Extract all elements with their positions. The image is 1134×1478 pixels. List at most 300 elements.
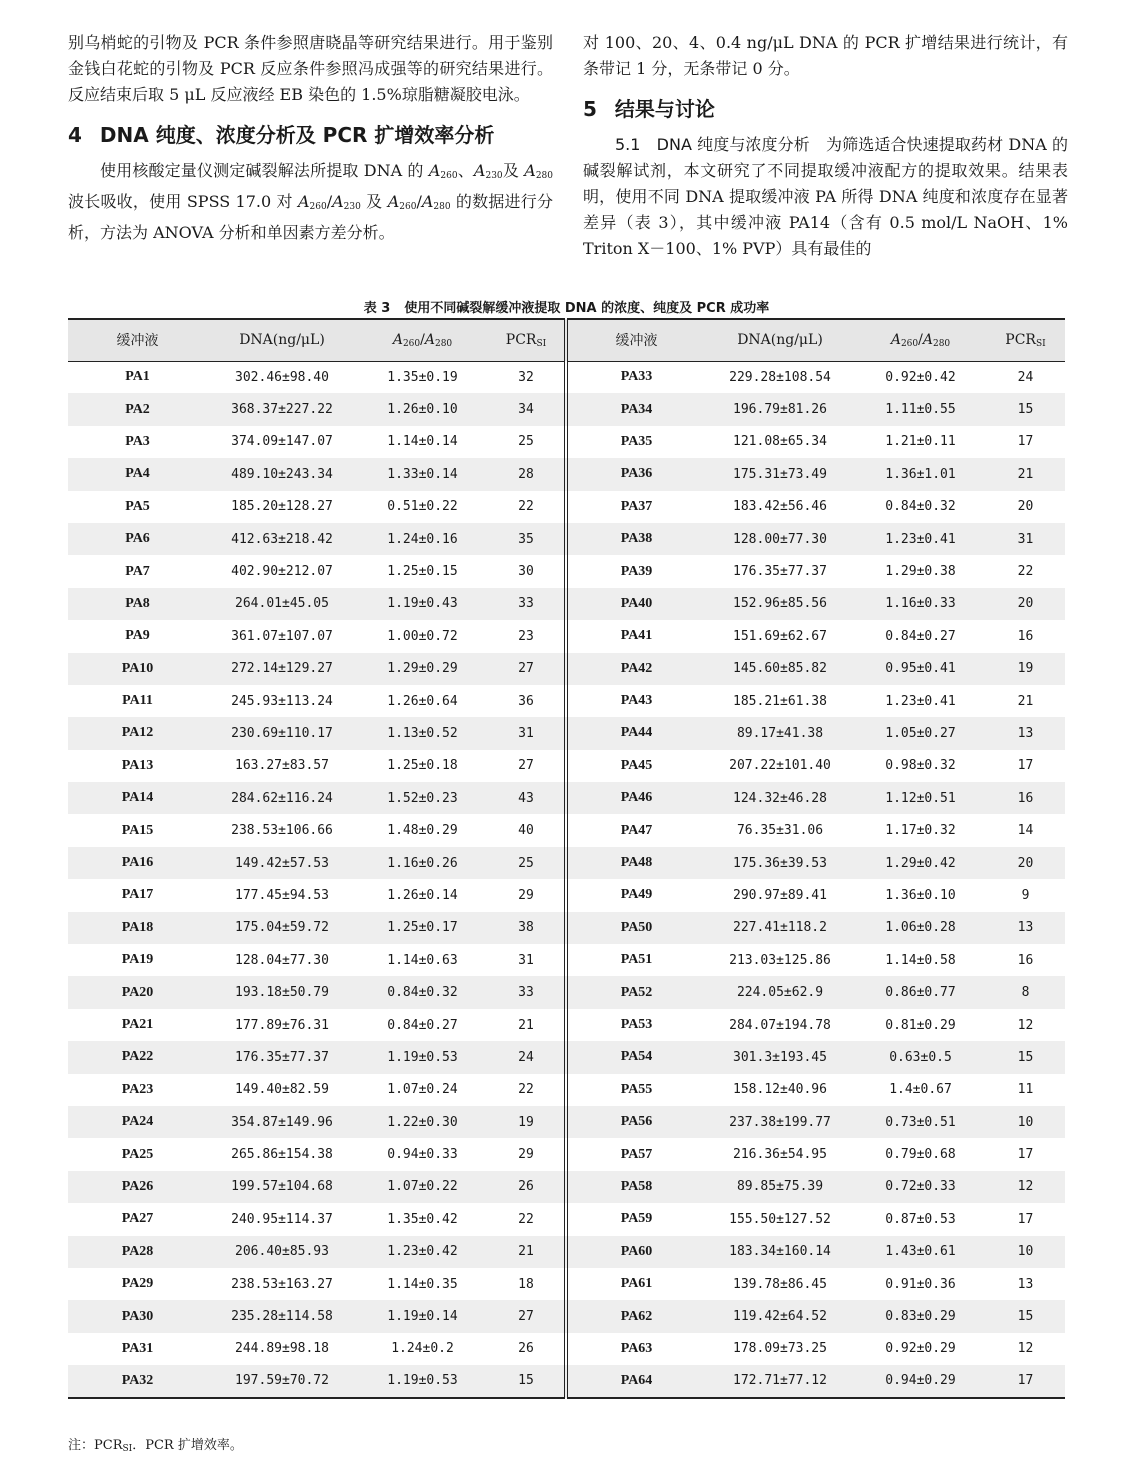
- cell-pcr: 22: [488, 1203, 566, 1235]
- cell-ratio: 0.84±0.27: [387, 1017, 458, 1033]
- cell-buffer-2: PA61: [620, 1276, 653, 1292]
- cell-buffer: PA25: [121, 1146, 154, 1162]
- cell-ratio-2: 0.87±0.53: [885, 1211, 956, 1227]
- cell-ratio-2: 1.29±0.38: [885, 564, 956, 580]
- table-row: [68, 1171, 1065, 1203]
- cell-pcr: 18: [488, 1268, 566, 1300]
- cell-ratio: 1.25±0.17: [387, 920, 458, 936]
- p2-symbol: A: [524, 161, 536, 180]
- cell-ratio: 1.07±0.22: [387, 1179, 458, 1195]
- cell-ratio-2: 0.92±0.29: [885, 1341, 956, 1357]
- table-body: [68, 361, 1065, 1398]
- cell-buffer: PA6: [125, 531, 150, 547]
- cell-buffer: PA23: [121, 1081, 154, 1097]
- cell-buffer: PA32: [68, 1365, 207, 1397]
- header-pcr-sub: SI: [536, 338, 547, 349]
- header-ratio-a: A: [392, 331, 403, 348]
- section-5-heading: [583, 96, 1068, 122]
- cell-ratio-2: 0.79±0.68: [885, 1147, 956, 1163]
- header-dna-2: DNA(ng/μL): [705, 319, 855, 361]
- cell-buffer: PA13: [121, 757, 154, 773]
- cell-pcr-2: 17: [1017, 1211, 1034, 1227]
- cell-buffer: PA14: [121, 790, 154, 806]
- cell-ratio: 1.26±0.10: [387, 402, 458, 418]
- p2-sub: 260: [309, 202, 327, 212]
- cell-pcr: 27: [488, 653, 566, 685]
- cell-dna: 240.95±114.37: [231, 1211, 333, 1227]
- table-row: [68, 1236, 1065, 1268]
- cell-dna-2: 290.97±89.41: [733, 887, 827, 903]
- cell-pcr-2: 21: [1017, 693, 1034, 709]
- table-caption: [68, 297, 1065, 316]
- cell-dna: 265.86±154.38: [231, 1147, 333, 1163]
- cell-dna-2: 207.22±101.40: [729, 758, 831, 774]
- cell-buffer: PA9: [125, 628, 150, 644]
- table-row: [68, 847, 1065, 879]
- header-ratio-slash: /: [918, 331, 923, 348]
- cell-buffer-2: PA44: [620, 725, 653, 741]
- cell-dna: 193.18±50.79: [235, 985, 329, 1001]
- cell-dna-2: 224.05±62.9: [736, 985, 824, 1001]
- header-ratio-a: A: [890, 331, 901, 348]
- p2-sub: 230: [343, 202, 361, 212]
- cell-pcr-2: 20: [1017, 596, 1034, 612]
- cell-pcr: 26: [488, 1333, 566, 1365]
- p2-sub: 260: [399, 202, 417, 212]
- cell-buffer: PA24: [121, 1114, 154, 1130]
- cell-pcr-2: 16: [1017, 790, 1034, 806]
- cell-ratio-2: 1.06±0.28: [885, 920, 956, 936]
- cell-ratio-2: 1.36±0.10: [885, 887, 956, 903]
- table-row: [68, 426, 1065, 458]
- p2-symbol: A: [387, 192, 400, 211]
- cell-dna-2: 183.42±56.46: [733, 499, 827, 515]
- cell-dna-2: 76.35±31.06: [736, 823, 824, 839]
- left-paragraph-2: [68, 158, 553, 246]
- left-paragraph-1: 别乌梢蛇的引物及 PCR 条件参照唐晓晶等研究结果进行。用于鉴别金钱白花蛇的引物及 PCR 反应条件参照冯成强等的研究结果进行。反应结束后取 5 μL 反应液经 EB 染色的 1.5%琼脂糖凝胶电泳。: [68, 33, 553, 104]
- cell-ratio-2: 1.11±0.55: [885, 402, 956, 418]
- table-row: [68, 750, 1065, 782]
- p2-symbol: A: [428, 161, 441, 180]
- cell-pcr-2: 13: [1017, 920, 1034, 936]
- cell-pcr-2: 10: [1017, 1114, 1034, 1130]
- cell-dna: 235.28±114.58: [231, 1309, 333, 1325]
- p2-slash: /: [416, 192, 422, 211]
- p2-sub: 230: [485, 171, 503, 181]
- section-4-heading: [68, 122, 553, 148]
- cell-pcr-2: 8: [1021, 985, 1030, 1001]
- cell-ratio: 0.84±0.32: [387, 985, 458, 1001]
- cell-dna: 128.04±77.30: [235, 952, 329, 968]
- table-note: [68, 1434, 243, 1454]
- section-4-title: DNA 纯度、浓度分析及 PCR 扩增效率分析: [99, 123, 495, 147]
- table-row: [68, 1138, 1065, 1170]
- header-ratio-a: A: [424, 331, 435, 348]
- cell-dna: 354.87±149.96: [231, 1114, 333, 1130]
- header-pcr-2: [986, 319, 1065, 361]
- cell-dna: 368.37±227.22: [231, 402, 333, 418]
- cell-ratio-2: 1.12±0.51: [885, 790, 956, 806]
- p2-symbol: A: [421, 192, 434, 211]
- cell-ratio: 1.52±0.23: [387, 790, 458, 806]
- p2-text-6: 的数据进行分析，方法为 ANOVA 分析和单因素方差分析。: [68, 192, 553, 242]
- cell-buffer-2: PA43: [620, 693, 653, 709]
- right-paragraph-1: 对 100、20、4、0.4 ng/μL DNA 的 PCR 扩增结果进行统计，有条带记 1 分，无条带记 0 分。: [583, 33, 1068, 78]
- cell-buffer-2: PA37: [620, 498, 653, 514]
- cell-ratio: 1.25±0.18: [387, 758, 458, 774]
- cell-buffer-2: PA51: [620, 952, 653, 968]
- cell-buffer: PA26: [121, 1178, 154, 1194]
- cell-dna-2: 216.36±54.95: [733, 1147, 827, 1163]
- cell-ratio: 1.00±0.72: [387, 628, 458, 644]
- section-4-number: 4: [68, 123, 82, 147]
- cell-ratio-2: 1.16±0.33: [885, 596, 956, 612]
- cell-ratio: 1.19±0.53: [357, 1365, 488, 1397]
- left-column: [68, 30, 553, 246]
- cell-dna-2: 119.42±64.52: [733, 1309, 827, 1325]
- cell-buffer-2: PA58: [620, 1178, 653, 1194]
- cell-dna: 238.53±106.66: [231, 823, 333, 839]
- cell-buffer: PA21: [121, 1017, 154, 1032]
- cell-buffer-2: PA45: [620, 757, 653, 773]
- cell-ratio: 1.25±0.15: [387, 564, 458, 580]
- table-title: 使用不同碱裂解缓冲液提取 DNA 的浓度、纯度及 PCR 成功率: [404, 301, 770, 316]
- cell-ratio: 1.33±0.14: [387, 466, 458, 482]
- header-pcr-text: PCR: [1005, 331, 1036, 348]
- cell-dna-2: 145.60±85.82: [733, 661, 827, 677]
- cell-buffer: PA3: [125, 433, 150, 449]
- subsection-5-1-text: 为筛选适合快速提取药材 DNA 的碱裂解试剂，本文研究了不同提取缓冲液配方的提取效果。结果表明，使用不同 DNA 提取缓冲液 PA 所得 DNA 纯度和浓度存在显著差异（表 3），其中缓冲液 PA14（含有 0.5 mol/L NaOH、1% Triton X－100、1% PVP）具有最佳的: [583, 135, 1068, 258]
- cell-pcr: 26: [488, 1171, 566, 1203]
- cell-pcr-2: 21: [1017, 466, 1034, 482]
- cell-pcr: 40: [488, 814, 566, 846]
- cell-ratio: 1.19±0.53: [387, 1049, 458, 1065]
- cell-ratio: 1.14±0.14: [387, 434, 458, 450]
- cell-dna-2: 183.34±160.14: [729, 1244, 831, 1260]
- cell-pcr: 25: [488, 847, 566, 879]
- table-row: [68, 523, 1065, 555]
- cell-buffer-2: PA36: [620, 466, 653, 482]
- cell-dna-2: 152.96±85.56: [733, 596, 827, 612]
- cell-ratio-2: 0.94±0.29: [855, 1365, 986, 1397]
- table-row: [68, 717, 1065, 749]
- cell-buffer: PA22: [121, 1049, 154, 1065]
- cell-ratio: 1.19±0.14: [387, 1309, 458, 1325]
- cell-buffer-2: PA59: [620, 1211, 653, 1227]
- cell-pcr: 24: [488, 1041, 566, 1073]
- table-row: [68, 1106, 1065, 1138]
- cell-ratio: 1.35±0.42: [387, 1211, 458, 1227]
- cell-dna: 374.09±147.07: [231, 434, 333, 450]
- cell-pcr-2: 13: [1017, 725, 1034, 741]
- cell-pcr-2: 22: [1017, 564, 1034, 580]
- cell-ratio: 1.24±0.16: [387, 531, 458, 547]
- table-row: [68, 555, 1065, 587]
- cell-dna-2: 128.00±77.30: [733, 531, 827, 547]
- cell-pcr: 25: [488, 426, 566, 458]
- cell-ratio: 1.29±0.29: [387, 661, 458, 677]
- cell-ratio-2: 1.17±0.32: [885, 823, 956, 839]
- cell-pcr: 21: [488, 1009, 566, 1041]
- cell-buffer: PA28: [121, 1243, 154, 1259]
- cell-pcr: 29: [488, 879, 566, 911]
- cell-dna-2: 158.12±40.96: [733, 1082, 827, 1098]
- cell-pcr: 22: [488, 1074, 566, 1106]
- cell-dna: 412.63±218.42: [231, 531, 333, 547]
- cell-dna-2: 176.35±77.37: [733, 564, 827, 580]
- table-row: [68, 944, 1065, 976]
- cell-dna-2: 301.3±193.45: [733, 1049, 827, 1065]
- cell-buffer-2: PA34: [620, 401, 653, 417]
- cell-pcr: 29: [488, 1138, 566, 1170]
- table-row: [68, 393, 1065, 425]
- cell-dna-2: 172.71±77.12: [705, 1365, 855, 1397]
- header-buffer-2: 缓冲液: [566, 319, 705, 361]
- cell-ratio: 0.94±0.33: [387, 1147, 458, 1163]
- p2-text-5: 及: [360, 192, 388, 211]
- subsection-5-1-title: 5.1 DNA 纯度与浓度分析: [615, 135, 810, 154]
- cell-ratio: 1.48±0.29: [387, 823, 458, 839]
- cell-ratio: 1.23±0.42: [387, 1244, 458, 1260]
- cell-pcr-2: 10: [1017, 1244, 1034, 1260]
- cell-buffer-2: PA33: [620, 369, 653, 385]
- cell-dna: 177.45±94.53: [235, 887, 329, 903]
- header-pcr-text: PCR: [505, 331, 537, 348]
- cell-ratio-2: 1.4±0.67: [889, 1082, 952, 1098]
- cell-dna-2: 229.28±108.54: [729, 369, 831, 385]
- p2-slash: /: [326, 192, 333, 211]
- note-suffix: ．PCR 扩增效率。: [132, 1438, 243, 1453]
- cell-ratio: 1.14±0.35: [387, 1276, 458, 1292]
- cell-pcr: 31: [488, 944, 566, 976]
- cell-dna-2: 213.03±125.86: [729, 952, 831, 968]
- cell-ratio-2: 0.95±0.41: [885, 661, 956, 677]
- p2-symbol: A: [297, 192, 310, 211]
- cell-buffer-2: PA57: [620, 1146, 653, 1162]
- cell-pcr-2: 16: [1017, 628, 1034, 644]
- table-row: [68, 782, 1065, 814]
- cell-dna: 206.40±85.93: [235, 1244, 329, 1260]
- cell-dna: 230.69±110.17: [231, 725, 333, 741]
- table-row: [68, 361, 1065, 393]
- cell-ratio-2: 0.84±0.32: [885, 499, 956, 515]
- header-ratio-sub: 260: [900, 338, 919, 349]
- cell-buffer: PA11: [122, 693, 153, 709]
- p2-sub: 280: [535, 171, 553, 181]
- cell-ratio-2: 1.21±0.11: [885, 434, 956, 450]
- cell-ratio-2: 0.84±0.27: [885, 628, 956, 644]
- cell-buffer: PA16: [121, 855, 154, 871]
- cell-dna: 244.89±98.18: [235, 1341, 329, 1357]
- note-sub: SI: [122, 1444, 133, 1454]
- cell-pcr-2: 13: [1017, 1276, 1034, 1292]
- cell-dna: 149.40±82.59: [235, 1082, 329, 1098]
- cell-buffer-2: PA52: [620, 984, 653, 1000]
- cell-dna: 185.20±128.27: [231, 499, 333, 515]
- cell-dna: 176.35±77.37: [235, 1049, 329, 1065]
- cell-buffer-2: PA56: [620, 1114, 653, 1130]
- cell-buffer-2: PA47: [620, 822, 653, 838]
- table-row: [68, 588, 1065, 620]
- cell-pcr-2: 15: [1017, 402, 1034, 418]
- cell-pcr-2: 15: [1017, 1309, 1034, 1325]
- header-ratio-sub: 260: [402, 338, 421, 349]
- table-row: [68, 814, 1065, 846]
- right-column: [583, 30, 1068, 262]
- cell-buffer: PA12: [121, 725, 154, 741]
- cell-dna-2: 89.85±75.39: [736, 1179, 824, 1195]
- cell-ratio-2: 1.23±0.41: [885, 693, 956, 709]
- cell-buffer-2: PA49: [620, 887, 653, 903]
- cell-dna-2: 284.07±194.78: [729, 1017, 831, 1033]
- p2-sub: 280: [433, 202, 451, 212]
- cell-pcr-2: 24: [1017, 369, 1034, 385]
- p2-text-3: 及: [502, 161, 525, 180]
- cell-pcr: 19: [488, 1106, 566, 1138]
- header-ratio-2: [855, 319, 986, 361]
- table-row: [68, 879, 1065, 911]
- section-5-number: 5: [583, 97, 597, 121]
- header-ratio-sub: 280: [434, 338, 453, 349]
- cell-buffer: PA10: [121, 660, 154, 676]
- cell-pcr-2: 17: [986, 1365, 1065, 1397]
- cell-pcr: 33: [488, 588, 566, 620]
- cell-dna: 402.90±212.07: [231, 564, 333, 580]
- cell-ratio: 1.14±0.63: [387, 952, 458, 968]
- cell-buffer: PA19: [121, 952, 154, 968]
- cell-ratio-2: 1.29±0.42: [885, 855, 956, 871]
- cell-pcr-2: 17: [1017, 434, 1034, 450]
- cell-buffer-2: PA48: [620, 855, 653, 871]
- cell-ratio-2: 1.36±1.01: [885, 466, 956, 482]
- cell-ratio-2: 1.43±0.61: [885, 1244, 956, 1260]
- header-ratio-sub: 280: [932, 338, 951, 349]
- cell-pcr-2: 20: [1017, 499, 1034, 515]
- table-row: [68, 1074, 1065, 1106]
- cell-buffer-2: PA40: [620, 595, 653, 611]
- cell-pcr-2: 11: [1017, 1082, 1034, 1098]
- cell-pcr-2: 20: [1017, 855, 1034, 871]
- cell-dna-2: 139.78±86.45: [733, 1276, 827, 1292]
- p2-text-4: 波长吸收，使用 SPSS 17.0 对: [68, 192, 298, 211]
- header-dna: DNA(ng/μL): [207, 319, 357, 361]
- section-5-title: 结果与讨论: [614, 97, 715, 121]
- cell-ratio-2: 1.14±0.58: [885, 952, 956, 968]
- cell-pcr-2: 12: [1017, 1017, 1034, 1033]
- cell-pcr-2: 16: [1017, 952, 1034, 968]
- data-table: [68, 318, 1065, 1399]
- cell-dna: 489.10±243.34: [231, 466, 333, 482]
- cell-pcr: 31: [488, 717, 566, 749]
- cell-buffer: PA2: [125, 401, 150, 417]
- cell-pcr-2: 31: [1017, 531, 1034, 547]
- cell-buffer: PA4: [125, 466, 150, 482]
- cell-pcr: 38: [488, 912, 566, 944]
- cell-dna: 264.01±45.05: [235, 596, 329, 612]
- table-row: [68, 912, 1065, 944]
- cell-buffer-2: PA55: [620, 1081, 653, 1097]
- cell-buffer: PA17: [121, 887, 154, 903]
- cell-buffer-2: PA35: [620, 433, 653, 449]
- cell-buffer-2: PA50: [620, 919, 653, 935]
- note-prefix: 注：PCR: [68, 1438, 123, 1453]
- cell-ratio: 1.19±0.43: [387, 596, 458, 612]
- cell-buffer-2: PA60: [620, 1243, 653, 1259]
- cell-dna: 149.42±57.53: [235, 855, 329, 871]
- cell-ratio-2: 0.83±0.29: [885, 1309, 956, 1325]
- cell-buffer-2: PA46: [620, 790, 653, 806]
- cell-dna-2: 196.79±81.26: [733, 402, 827, 418]
- cell-buffer: PA5: [125, 498, 150, 514]
- cell-buffer: PA29: [121, 1276, 154, 1292]
- cell-buffer-2: PA62: [620, 1308, 653, 1324]
- p2-sub: 260: [440, 171, 458, 181]
- cell-buffer: PA30: [121, 1308, 154, 1324]
- p2-symbol: A: [332, 192, 344, 211]
- cell-buffer-2: PA53: [620, 1017, 653, 1032]
- p2-text-1: 使用核酸定量仪测定碱裂解法所提取 DNA 的: [100, 161, 429, 180]
- cell-dna: 197.59±70.72: [207, 1365, 357, 1397]
- cell-ratio: 1.26±0.14: [387, 887, 458, 903]
- cell-pcr-2: 19: [1017, 661, 1034, 677]
- cell-ratio-2: 0.72±0.33: [885, 1179, 956, 1195]
- cell-pcr: 15: [488, 1365, 566, 1397]
- table-row: [68, 653, 1065, 685]
- cell-pcr: 27: [488, 750, 566, 782]
- p2-symbol: A: [473, 161, 486, 180]
- cell-buffer-2: PA41: [620, 628, 653, 644]
- cell-ratio: 1.07±0.24: [387, 1082, 458, 1098]
- cell-ratio-2: 0.81±0.29: [885, 1017, 956, 1033]
- cell-pcr: 32: [488, 361, 566, 393]
- cell-pcr: 36: [488, 685, 566, 717]
- header-pcr-sub: SI: [1035, 338, 1046, 349]
- cell-dna: 272.14±129.27: [231, 661, 333, 677]
- cell-pcr: 30: [488, 555, 566, 587]
- cell-buffer: PA31: [121, 1340, 154, 1356]
- cell-pcr: 27: [488, 1300, 566, 1332]
- cell-ratio: 0.51±0.22: [387, 499, 458, 515]
- cell-pcr: 28: [488, 458, 566, 490]
- table-row: [68, 1365, 1065, 1397]
- cell-buffer: PA1: [125, 369, 150, 385]
- cell-buffer-2: PA42: [620, 660, 653, 676]
- table-row: [68, 620, 1065, 652]
- table-row: [68, 1041, 1065, 1073]
- cell-dna: 361.07±107.07: [231, 628, 333, 644]
- cell-dna-2: 124.32±46.28: [733, 790, 827, 806]
- cell-dna-2: 151.69±62.67: [733, 628, 827, 644]
- cell-pcr-2: 12: [1017, 1179, 1034, 1195]
- cell-ratio-2: 0.73±0.51: [885, 1114, 956, 1130]
- cell-ratio: 1.35±0.19: [387, 369, 458, 385]
- cell-ratio-2: 1.05±0.27: [885, 725, 956, 741]
- cell-buffer-2: PA54: [620, 1049, 653, 1065]
- cell-pcr-2: 17: [1017, 1147, 1034, 1163]
- table-row: [68, 1333, 1065, 1365]
- cell-pcr: 23: [488, 620, 566, 652]
- cell-pcr-2: 14: [1017, 823, 1034, 839]
- cell-ratio: 1.13±0.52: [387, 725, 458, 741]
- cell-pcr-2: 9: [1021, 887, 1030, 903]
- cell-ratio: 1.22±0.30: [387, 1114, 458, 1130]
- cell-pcr: 43: [488, 782, 566, 814]
- cell-dna: 238.53±163.27: [231, 1276, 333, 1292]
- cell-buffer-2: PA39: [620, 563, 653, 579]
- table-row: [68, 1203, 1065, 1235]
- table-row: [68, 976, 1065, 1008]
- cell-ratio: 1.24±0.2: [391, 1341, 454, 1357]
